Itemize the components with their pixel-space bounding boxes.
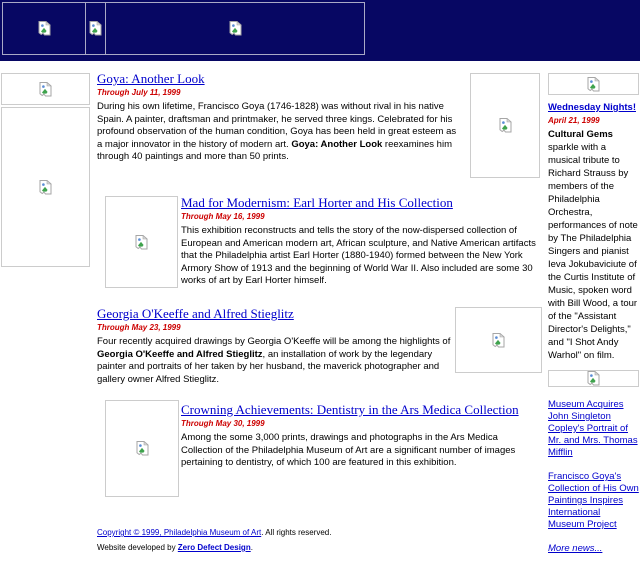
more-news-link[interactable]: More news... — [548, 543, 603, 554]
broken-image-icon — [39, 82, 52, 97]
goya-date: Through July 11, 1999 — [97, 88, 181, 97]
broken-image-icon — [229, 21, 242, 36]
nav-item-logo[interactable] — [3, 3, 86, 54]
broken-image-icon — [135, 235, 148, 250]
copyright-rest: . All rights reserved. — [261, 528, 332, 537]
okeeffe-title-link[interactable]: Georgia O'Keeffe and Alfred Stieglitz — [97, 306, 294, 321]
wednesday-nights-link[interactable]: Wednesday Nights! — [548, 102, 636, 113]
broken-image-icon — [499, 118, 512, 133]
okeeffe-image-placeholder — [455, 307, 542, 373]
copyright-link[interactable]: Copyright © 1999, Philadelphia Museum of Art — [97, 528, 262, 537]
sidebar-body-bold: Cultural Gems — [548, 129, 613, 140]
sidebar-body-text: sparkle with a musical tribute to Richard Strauss by members of the Philadelphia Orchestra, performances of note by The Philadelphia Singers and pianist Ieva Jokubaviciute of the Curtis Institute of Music, spoken word with Bill Wood, a tour of the "Assistant Director's Delights," and "I Shot Andy Warhol" on film. — [548, 142, 638, 361]
left-column-image-placeholder — [1, 107, 90, 267]
left-banner-image-placeholder — [1, 73, 90, 105]
goya-body — [97, 101, 461, 164]
sidebar — [548, 73, 639, 555]
goya-title-link[interactable]: Goya: Another Look — [97, 71, 205, 86]
goya-body-bold: Goya: Another Look — [291, 138, 383, 150]
broken-image-icon — [89, 21, 102, 36]
goya-body-text: reexamines him through 40 paintings and more than 50 prints. — [97, 138, 452, 162]
nav-item-menu[interactable] — [106, 3, 364, 54]
nav-table — [2, 2, 365, 55]
modernism-image-placeholder — [105, 196, 178, 288]
okeeffe-date: Through May 23, 1999 — [97, 323, 181, 332]
section-goya — [97, 71, 461, 164]
goya-body-text: During his own lifetime, Francisco Goya (1746-1828) was without rival in his native Spain. A painter, draftsman and printmaker, he served three kings. Celebrated for his profound observation of the human condition, Goya has been held in great esteem as a major innovator in the history of modern art. — [97, 101, 457, 150]
okeeffe-body-text: Four recently acquired drawings by Georgia O'Keeffe will be among the highlights of — [97, 336, 451, 347]
footer-copyright-line — [97, 527, 331, 539]
crowning-body: Among the some 3,000 prints, drawings and photographs in the Ars Medica Collection of the Philadelphia Museum of Art are a significant number of images pertaining to dentistry, of which 100 are featured in this exhibition. — [181, 432, 516, 468]
news-link-goya-project[interactable]: Francisco Goya's Collection of His Own Paintings Inspires International Museum Project — [548, 471, 639, 530]
broken-image-icon — [587, 371, 600, 386]
goya-image-placeholder — [470, 73, 540, 178]
developer-pre: Website developed by — [97, 543, 178, 552]
footer-developer-line — [97, 542, 331, 554]
top-nav-bar — [0, 0, 640, 61]
sidebar-divider-image-placeholder — [548, 370, 639, 387]
sidebar-header-image-placeholder — [548, 73, 639, 95]
modernism-title-link[interactable]: Mad for Modernism: Earl Horter and His Collection — [181, 195, 453, 210]
okeeffe-body — [97, 336, 454, 386]
okeeffe-body-text: , an installation of work by the legendary painter and portraits of her taken by her husband, the maverick photographer and gallery owner Alfred Stieglitz. — [97, 348, 440, 385]
broken-image-icon — [492, 333, 505, 348]
section-modernism — [181, 195, 541, 288]
sidebar-body — [548, 128, 639, 362]
nav-item-home[interactable] — [86, 3, 106, 54]
broken-image-icon — [39, 180, 52, 195]
developer-post: . — [250, 543, 253, 552]
crowning-image-placeholder — [105, 400, 179, 497]
modernism-date: Through May 16, 1999 — [181, 212, 265, 221]
crowning-title-link[interactable]: Crowning Achievements: Dentistry in the Ars Medica Collection — [181, 402, 519, 417]
broken-image-icon — [587, 77, 600, 92]
okeeffe-body-bold: Georgia O'Keeffe and Alfred Stieglitz — [97, 348, 263, 360]
crowning-date: Through May 30, 1999 — [181, 419, 265, 428]
zero-defect-design-link[interactable]: Zero Defect Design — [177, 543, 251, 552]
section-okeeffe — [97, 306, 454, 386]
sidebar-date: April 21, 1999 — [548, 116, 600, 125]
footer — [97, 527, 331, 554]
section-crowning — [181, 402, 540, 470]
modernism-body: This exhibition reconstructs and tells the story of the now-dispersed collection of European and American modern art, African sculpture, and Native American artifacts that the Philadelphia artist Earl Horter (1880-1940) formed between the New York Armory Show of 1913 and the beginning of World War II. Also included are some 30 works of art by Earl Horter himself. — [181, 225, 536, 286]
news-link-copley[interactable]: Museum Acquires John Singleton Copley's Portrait of Mr. and Mrs. Thomas Mifflin — [548, 399, 638, 458]
broken-image-icon — [136, 441, 149, 456]
broken-image-icon — [38, 21, 51, 36]
